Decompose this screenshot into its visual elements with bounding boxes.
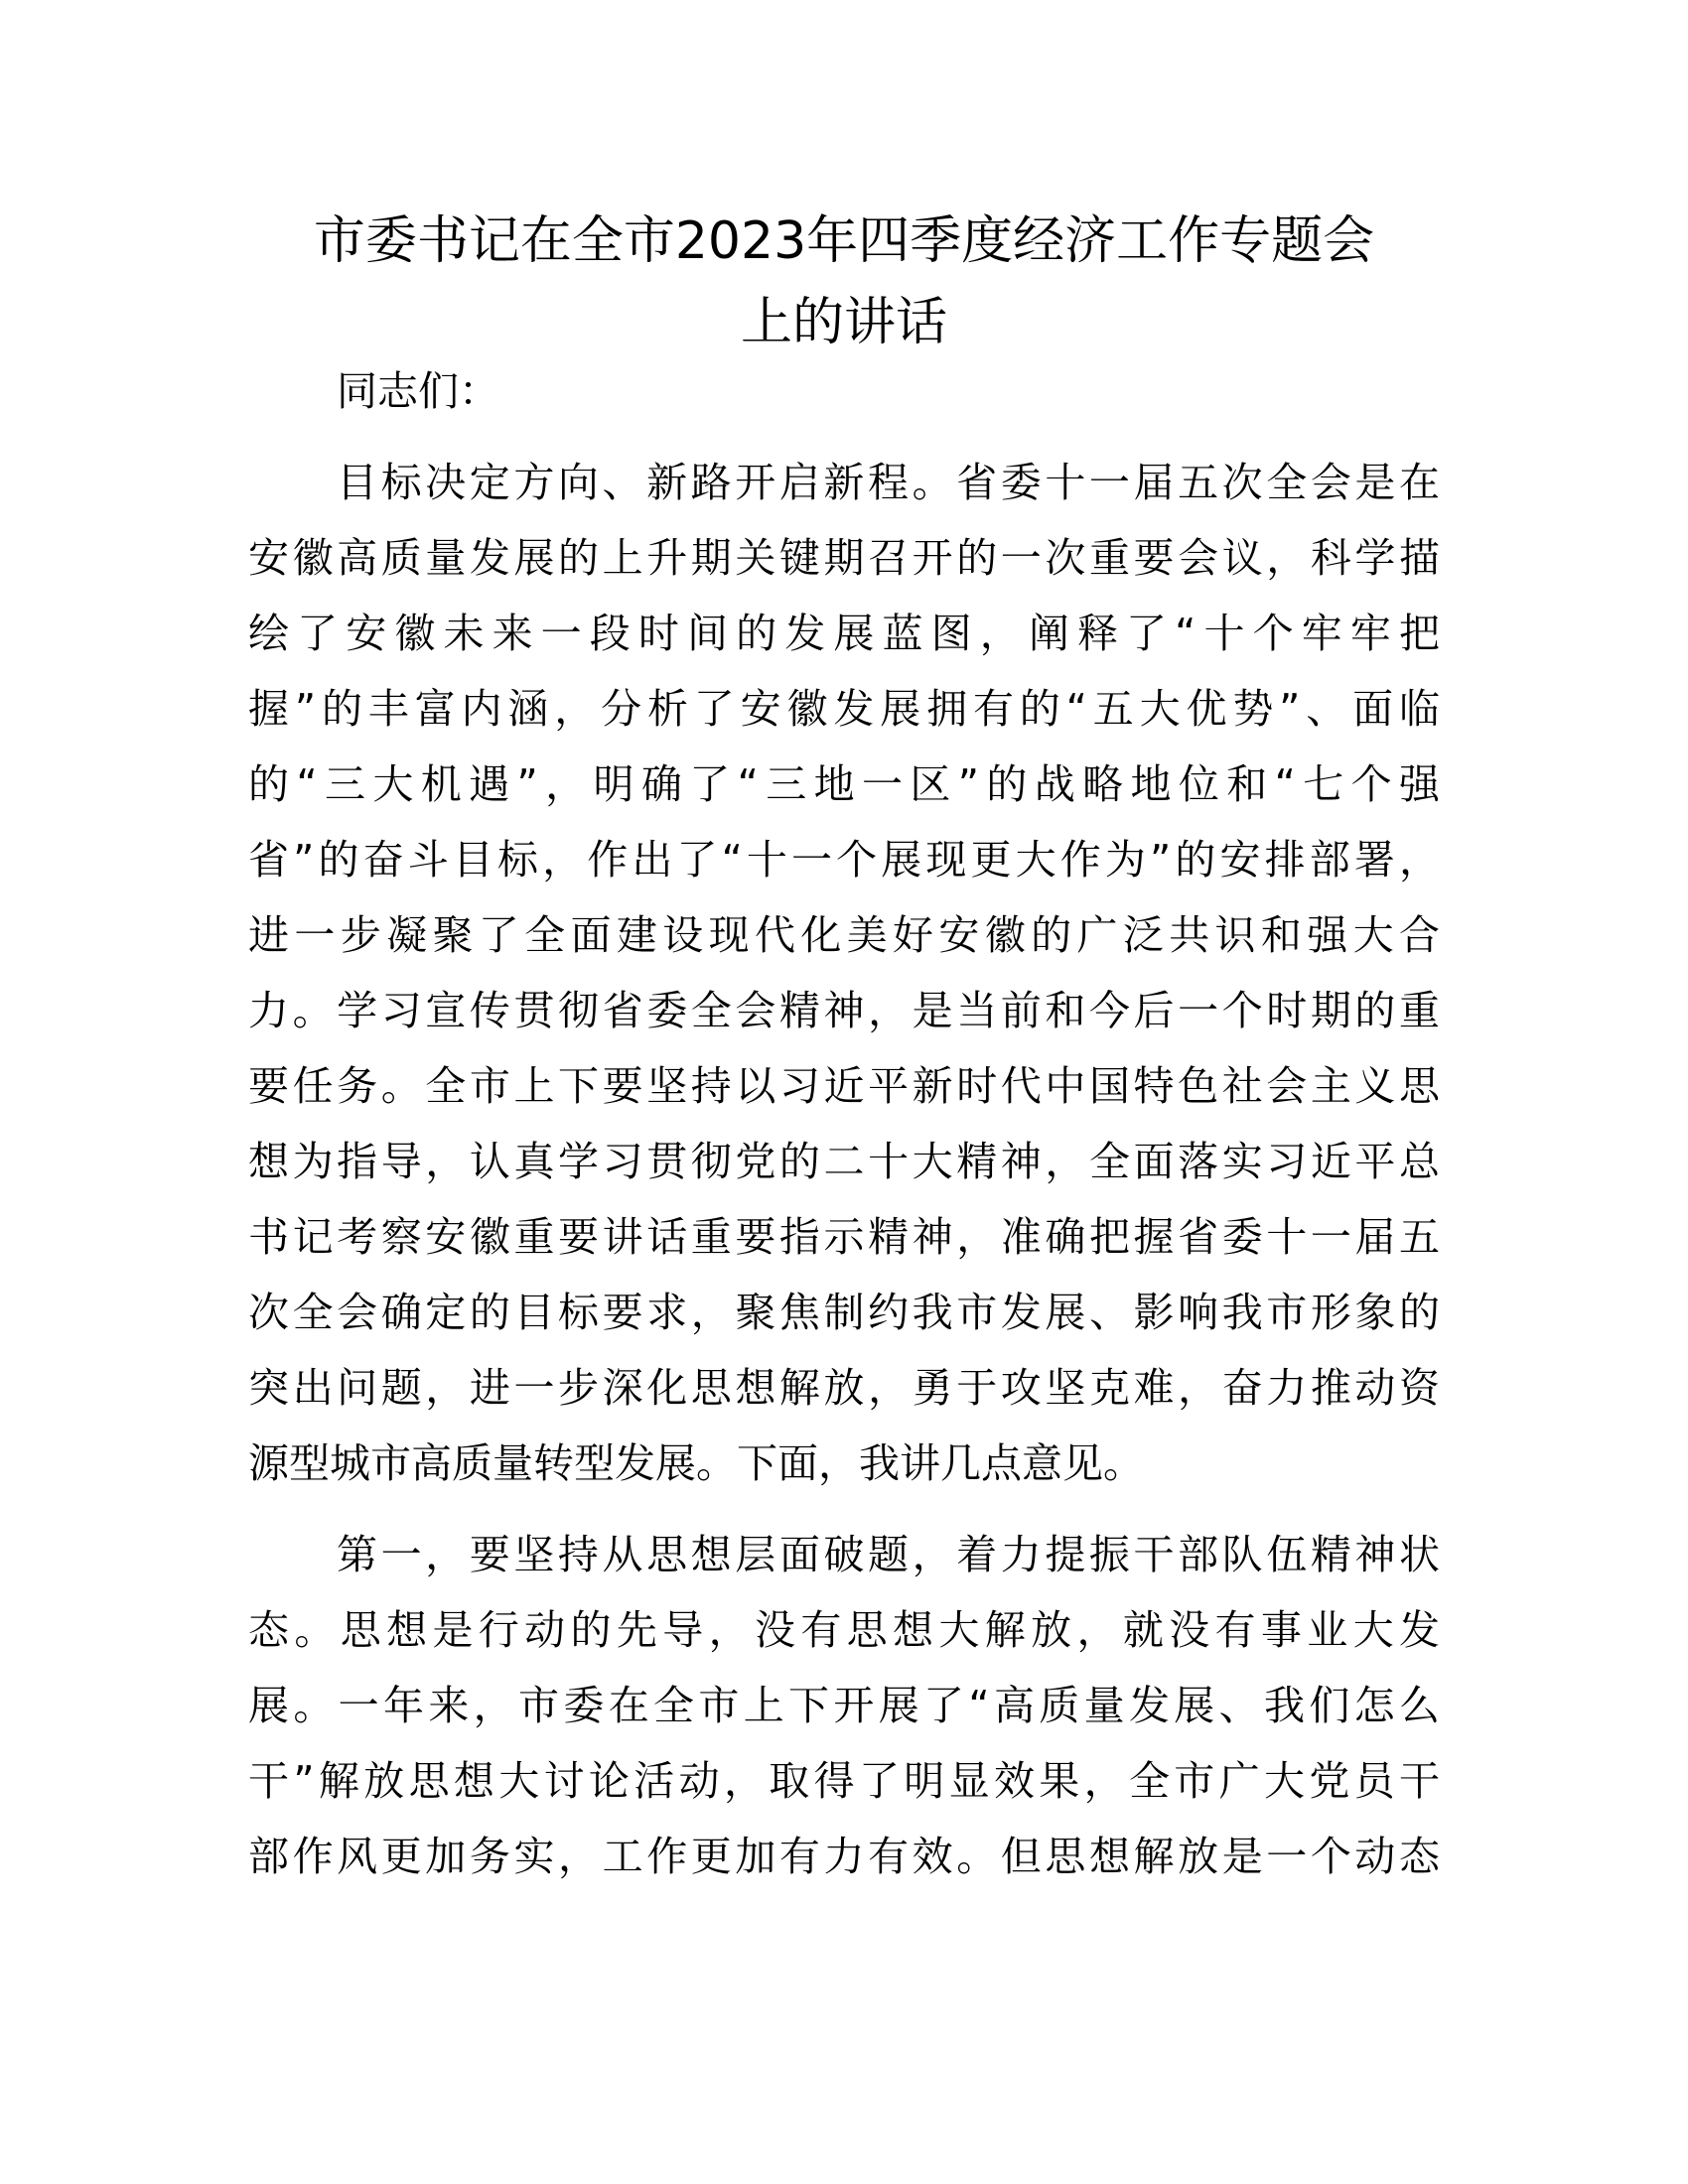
paragraph-gap — [248, 1501, 1440, 1517]
paragraph-line: 突出问题，进一步深化思想解放，勇于攻坚克难，奋力推动资 — [248, 1364, 1440, 1412]
paragraph-line: 握”的丰富内涵，分析了安徽发展拥有的“五大优势”、面临 — [248, 685, 1440, 733]
paragraph-line: 省”的奋斗目标，作出了“十一个展现更大作为”的安排部署， — [248, 836, 1440, 884]
paragraph-line: 干”解放思想大讨论活动，取得了明显效果，全市广大党员干 — [248, 1757, 1440, 1805]
paragraph-line: 进一步凝聚了全面建设现代化美好安徽的广泛共识和强大合 — [248, 911, 1440, 959]
greeting-text: 同志们： — [337, 367, 499, 415]
paragraph-line: 想为指导，认真学习贯彻党的二十大精神，全面落实习近平总 — [248, 1138, 1440, 1185]
paragraph-line: 力。学习宣传贯彻省委全会精神，是当前和今后一个时期的重 — [248, 987, 1440, 1034]
title-line-2: 上的讲话 — [740, 293, 947, 352]
paragraph-line: 的“三大机遇”，明确了“三地一区”的战略地位和“七个强 — [248, 760, 1440, 808]
paragraph-line: 源型城市高质量转型发展。下面，我讲几点意见。 — [248, 1439, 1144, 1487]
paragraph-line: 第一，要坚持从思想层面破题，着力提振干部队伍精神状 — [337, 1531, 1440, 1578]
paragraph-line: 部作风更加务实，工作更加有力有效。但思想解放是一个动态 — [248, 1833, 1440, 1880]
title-line-1: 市委书记在全市2023年四季度经济工作专题会 — [313, 211, 1375, 271]
paragraph-line: 态。思想是行动的先导，没有思想大解放，就没有事业大发 — [248, 1606, 1440, 1654]
greeting-paragraph — [248, 353, 1440, 429]
document-body — [248, 353, 1440, 1894]
paragraph-line: 安徽高质量发展的上升期关键期召开的一次重要会议，科学描 — [248, 534, 1440, 582]
document-title — [199, 201, 1489, 363]
paragraph-line: 要任务。全市上下要坚持以习近平新时代中国特色社会主义思 — [248, 1062, 1440, 1110]
paragraph-section-one — [248, 1517, 1440, 1894]
paragraph-line: 展。一年来，市委在全市上下开展了“高质量发展、我们怎么 — [248, 1682, 1440, 1729]
paragraph-line: 目标决定方向、新路开启新程。省委十一届五次全会是在 — [337, 459, 1440, 506]
paragraph-line: 次全会确定的目标要求，聚焦制约我市发展、影响我市形象的 — [248, 1289, 1440, 1336]
paragraph-line: 书记考察安徽重要讲话重要指示精神，准确把握省委十一届五 — [248, 1213, 1440, 1261]
paragraph-intro — [248, 445, 1440, 1501]
paragraph-gap — [248, 429, 1440, 445]
paragraph-line: 绘了安徽未来一段时间的发展蓝图，阐释了“十个牢牢把 — [248, 610, 1440, 657]
